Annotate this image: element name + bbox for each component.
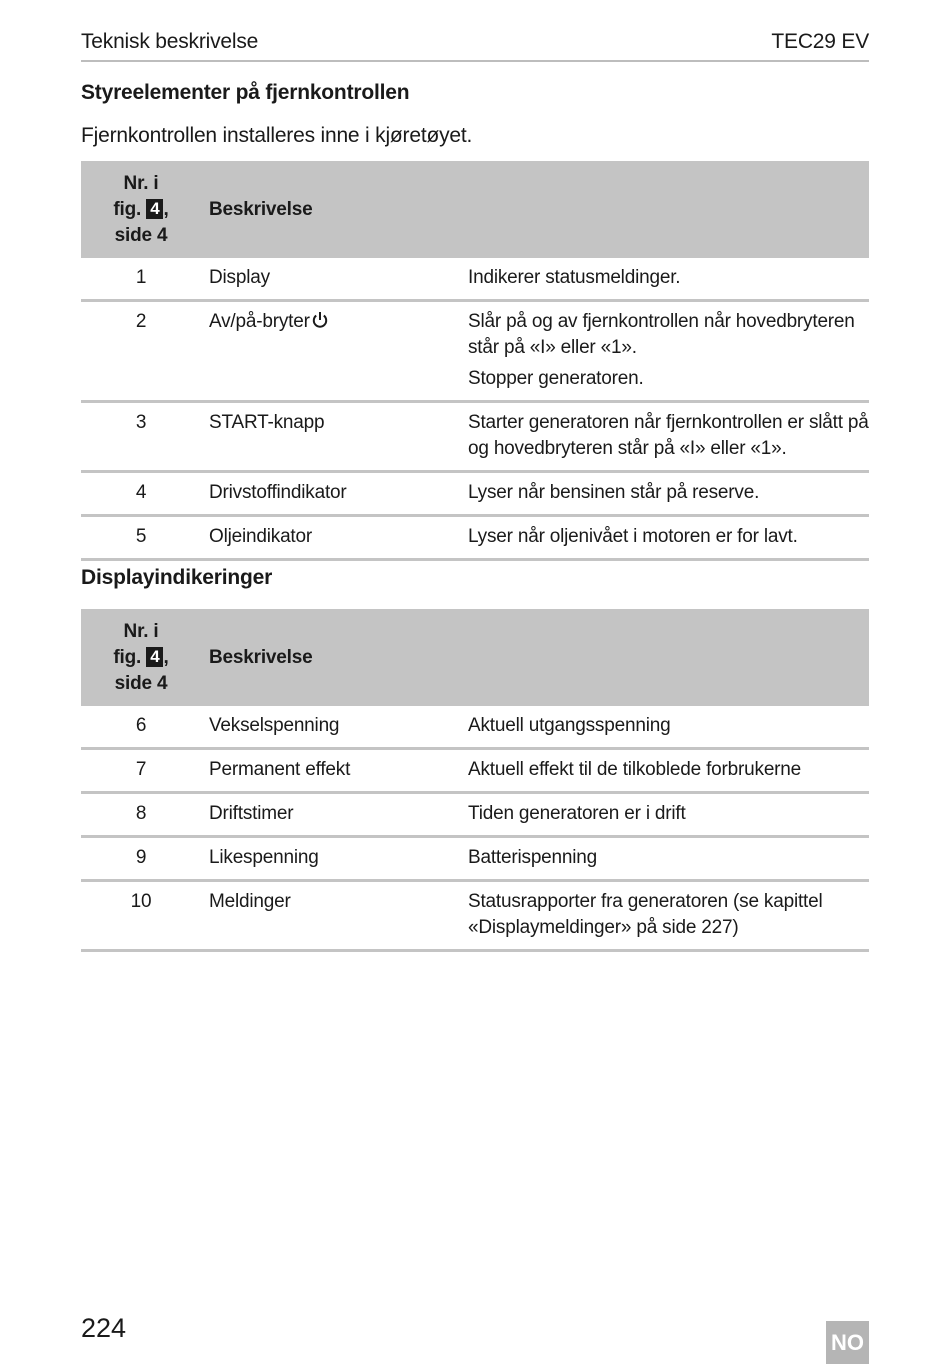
row-function: Slår på og av fjernkontrollen når hovedbryteren står på «I» eller «1». Stopper generatoren.	[468, 311, 855, 389]
page-header	[81, 30, 869, 62]
table-row	[81, 881, 869, 951]
intro-text: Fjernkontrollen installeres inne i kjøretøyet.	[81, 124, 473, 147]
section-title-controls: Styreelementer på fjernkontrollen	[81, 81, 410, 104]
row-name: Drivstoffindikator	[209, 482, 347, 503]
table-row	[81, 837, 869, 881]
row-function: Lyser når bensinen står på reserve.	[468, 482, 760, 503]
table-row	[81, 793, 869, 837]
figure-badge: 4	[146, 199, 163, 219]
row-function: Indikerer statusmeldinger.	[468, 267, 681, 288]
row-function: Aktuell utgangsspenning	[468, 715, 671, 736]
header-empty	[468, 161, 869, 258]
row-number: 8	[135, 803, 147, 824]
row-number: 5	[135, 526, 147, 547]
row-number: 1	[135, 267, 147, 288]
row-number: 10	[130, 891, 152, 912]
row-number: 9	[135, 847, 147, 868]
row-function: Aktuell effekt til de tilkoblede forbrukerne	[468, 759, 802, 780]
table-row	[81, 706, 869, 749]
table-row	[81, 301, 869, 402]
row-function: Batterispenning	[468, 847, 598, 868]
power-icon	[312, 311, 328, 337]
table-row	[81, 749, 869, 793]
row-name: Display	[209, 267, 270, 288]
display-table	[81, 609, 869, 952]
header-nr: Nr. i fig. 4 , side 4	[81, 161, 201, 258]
row-function: Statusrapporter fra generatoren (se kapittel «Displaymeldinger» på side 227)	[468, 891, 823, 938]
row-number: 7	[135, 759, 147, 780]
row-name: Oljeindikator	[209, 526, 313, 547]
table-header-row	[81, 161, 869, 258]
row-name: Av/på-bryter	[201, 301, 468, 402]
header-empty	[468, 609, 869, 706]
header-description: Beskrivelse	[201, 161, 468, 258]
row-function: Tiden generatoren er i drift	[468, 803, 686, 824]
page-number: 224	[81, 1313, 127, 1343]
row-name: Permanent effekt	[209, 759, 351, 780]
header-section-title: Teknisk beskrivelse	[81, 30, 259, 53]
row-number: 2	[135, 311, 147, 332]
row-function: Starter generatoren når fjernkontrollen er slått på og hovedbryteren står på «I» eller «1».	[468, 412, 869, 459]
row-name: Likespenning	[209, 847, 319, 868]
row-name: Vekselspenning	[209, 715, 340, 736]
row-number: 4	[135, 482, 147, 503]
row-name: Meldinger	[209, 891, 291, 912]
header-description: Beskrivelse	[201, 609, 468, 706]
row-name: Driftstimer	[209, 803, 294, 824]
row-function: Lyser når oljenivået i motoren er for lavt.	[468, 526, 798, 547]
row-name: START-knapp	[209, 412, 325, 433]
header-model: TEC29 EV	[771, 30, 869, 53]
table-header-row	[81, 609, 869, 706]
section-title-display: Displayindikeringer	[81, 566, 273, 589]
table-row	[81, 516, 869, 560]
table-row	[81, 472, 869, 516]
row-number: 6	[135, 715, 147, 736]
table-row	[81, 258, 869, 301]
header-nr: Nr. i fig. 4 , side 4	[81, 609, 201, 706]
controls-table	[81, 161, 869, 561]
row-number: 3	[135, 412, 147, 433]
figure-badge: 4	[146, 647, 163, 667]
table-row	[81, 402, 869, 472]
language-tab: NO	[826, 1321, 869, 1364]
